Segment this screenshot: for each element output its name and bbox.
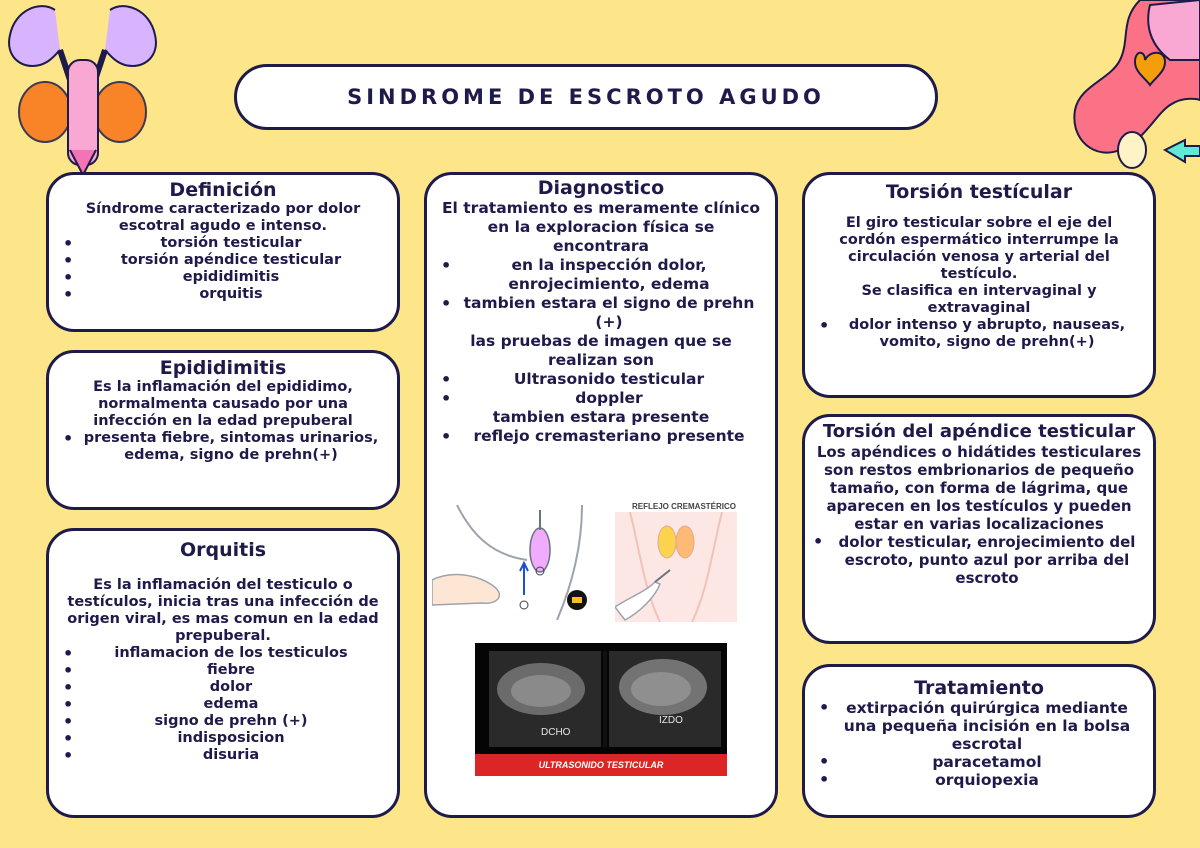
apendice-list <box>813 533 1145 587</box>
list-item: • reflejo cremasteriano presente <box>441 427 761 446</box>
diagnostico-text-2: en la exploracion física se encontrara <box>487 218 715 255</box>
diagnostico-heading: Diagnostico <box>537 177 665 199</box>
diagnostico-text-1: El tratamiento es meramente clínico <box>441 199 761 217</box>
list-item: • dolor intenso y abrupto, nauseas, vomito, signo de prehn(+) <box>819 317 1139 351</box>
list-item: • tambien estara el signo de prehn (+) <box>441 294 761 332</box>
list-item: • extirpación quirúrgica mediante una pequeña incisión en la bolsa escrotal <box>819 699 1139 753</box>
card-tratamiento <box>802 664 1156 818</box>
list-item: • disuria <box>63 747 383 764</box>
tratamiento-list <box>819 699 1139 789</box>
card-definicion <box>46 172 400 332</box>
ultrasound-left-label: DCHO <box>541 727 571 738</box>
diagnostico-text-3: las pruebas de imagen que se realizan son <box>470 332 732 369</box>
orquitis-text: Es la inflamación del testiculo o testículos, inicia tras una infección de origen viral, es mas comun en la edad prepuberal. <box>67 577 379 644</box>
reproductive-organ-illustration-left <box>0 0 170 175</box>
list-item: • orquiopexia <box>819 771 1139 789</box>
definicion-list <box>63 235 383 303</box>
tratamiento-heading: Tratamiento <box>914 677 1044 699</box>
torsion-text-1: El giro testicular sobre el eje del cordón espermático interrumpe la circulación venosa y arterial del testículo. <box>839 215 1119 282</box>
torsion-heading: Torsión testícular <box>885 181 1073 203</box>
apendice-text: Los apéndices o hidátides testiculares son restos embrionarios de pequeño tamaño, con forma de lágrima, que aparecen en los testículos y pueden estar en varias localizaciones <box>816 443 1142 533</box>
ultrasound-image <box>475 643 727 776</box>
diagnostico-list-3 <box>441 427 761 446</box>
card-epididimitis <box>46 350 400 510</box>
ultrasound-scan <box>475 643 727 754</box>
definicion-heading: Definición <box>169 179 277 201</box>
list-item: • dolor testicular, enrojecimiento del escroto, punto azul por arriba del escroto <box>813 533 1145 587</box>
epididimitis-list <box>63 430 383 464</box>
card-torsion-testicular <box>802 172 1156 398</box>
diagnostico-list-1 <box>441 256 761 332</box>
list-item: • doppler <box>441 389 761 408</box>
cremasteric-reflex-illustration <box>615 512 737 622</box>
reflejo-cremasterico-label: REFLEJO CREMASTÉRICO <box>632 502 737 511</box>
list-item: • paracetamol <box>819 753 1139 771</box>
list-item: • en la inspección dolor, enrojecimiento, edema <box>441 256 761 294</box>
card-torsion-apendice <box>802 414 1156 644</box>
orquitis-list <box>63 645 383 764</box>
anatomy-illustration-right <box>1050 0 1200 180</box>
ultrasound-banner-text: ULTRASONIDO TESTICULAR <box>538 760 664 770</box>
page-title: SINDROME DE ESCROTO AGUDO <box>347 85 825 109</box>
list-item: • dolor <box>63 679 383 696</box>
list-item: • torsión testicular <box>63 235 383 252</box>
prehn-sign-illustration <box>432 505 592 620</box>
list-item: • Ultrasonido testicular <box>441 370 761 389</box>
card-orquitis <box>46 528 400 818</box>
list-item: • orquitis <box>63 286 383 303</box>
list-item: • inflamacion de los testiculos <box>63 645 383 662</box>
epididimitis-heading: Epididimitis <box>159 357 287 379</box>
list-item: • edema <box>63 696 383 713</box>
ultrasound-right-label: IZDO <box>659 715 683 726</box>
apendice-heading: Torsión del apéndice testicular <box>822 421 1136 442</box>
ultrasound-banner <box>475 754 727 776</box>
list-item: • indisposicion <box>63 730 383 747</box>
torsion-list <box>819 317 1139 351</box>
definicion-text: Síndrome caracterizado por dolor escotral agudo e intenso. <box>85 201 361 234</box>
torsion-text-2: Se clasifica en intervaginal y extravaginal <box>861 283 1097 316</box>
list-item: • signo de prehn (+) <box>63 713 383 730</box>
list-item: • presenta fiebre, sintomas urinarios, edema, signo de prehn(+) <box>63 430 383 464</box>
orquitis-heading: Orquitis <box>179 539 267 561</box>
list-item: • torsión apéndice testicular <box>63 252 383 269</box>
page-title-box <box>234 64 938 130</box>
list-item: • fiebre <box>63 662 383 679</box>
list-item: • epididimitis <box>63 269 383 286</box>
diagnostico-list-2 <box>441 370 761 408</box>
epididimitis-text: Es la inflamación del epididimo, normalmenta causado por una infección en la edad prepuberal <box>93 379 353 429</box>
diagnostico-text-4: tambien estara presente <box>492 408 710 426</box>
